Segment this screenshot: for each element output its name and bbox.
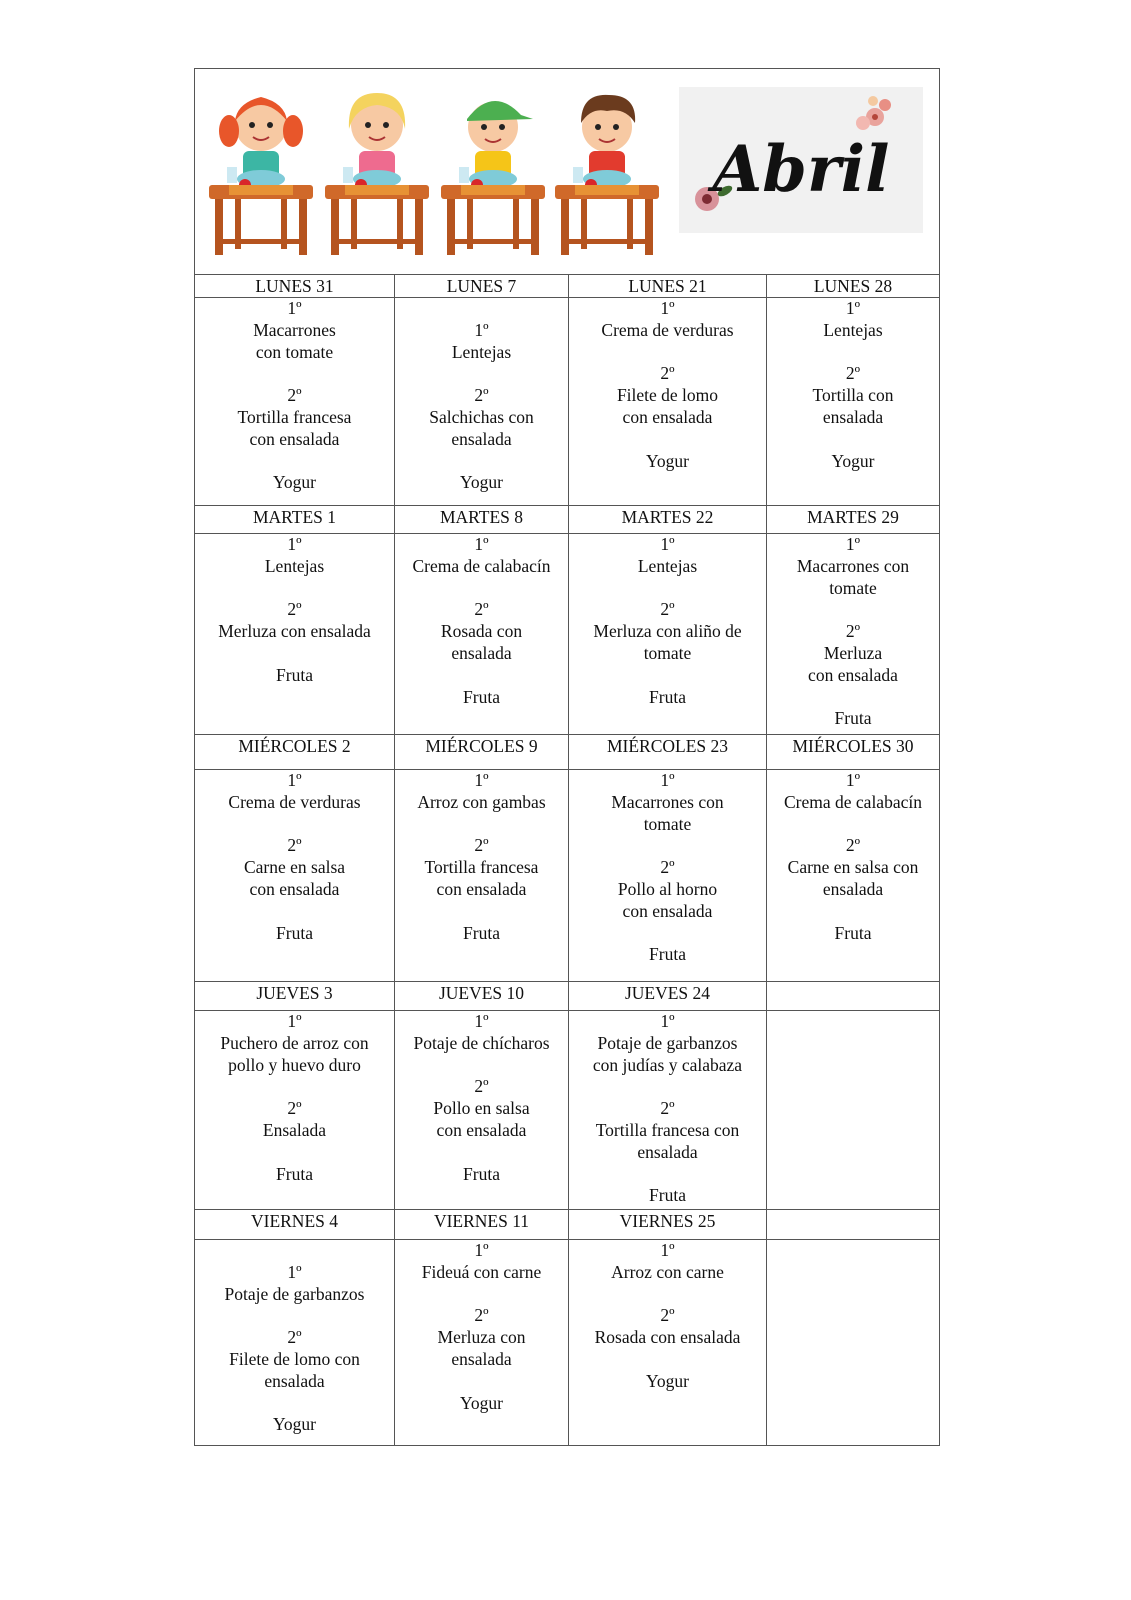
menu-line [195, 578, 394, 600]
menu-line [195, 901, 394, 923]
menu-line: con ensalada [249, 428, 340, 449]
menu-line [395, 298, 568, 320]
day-header: MARTES 29 [807, 507, 899, 527]
menu-line: Filete de lomo con [229, 1348, 360, 1369]
day-header-row [195, 735, 939, 770]
day-header: LUNES 7 [395, 275, 569, 297]
menu-line [569, 1349, 766, 1371]
menu-cell [569, 770, 767, 981]
menu-line: Ensalada [262, 1119, 327, 1140]
menu-line: Salchichas con [429, 406, 534, 427]
menu-line [395, 578, 568, 600]
menu-line: con ensalada [436, 878, 527, 899]
menu-line: Merluza [823, 642, 883, 663]
menu-line: 2º [660, 1305, 675, 1326]
menu-line [395, 1284, 568, 1306]
menu-line: Fruta [649, 944, 686, 965]
menu-line: Arroz con gambas [417, 791, 546, 812]
menu-line: 1º [660, 1011, 675, 1031]
menu-line [569, 1164, 766, 1186]
day-header: MIÉRCOLES 2 [195, 735, 395, 769]
menu-line: Fruta [276, 664, 313, 685]
menu-line: tomate [643, 642, 692, 663]
day-header: MARTES 8 [395, 506, 569, 533]
menu-line [195, 814, 394, 836]
menu-line [569, 1284, 766, 1306]
menu-line: con ensalada [249, 878, 340, 899]
menu-row [195, 1011, 939, 1210]
menu-cell [195, 770, 395, 981]
menu-line: ensalada [451, 428, 512, 449]
day-header: MARTES 22 [569, 506, 767, 533]
menu-line [195, 451, 394, 473]
menu-line [195, 643, 394, 665]
menu-line: 1º [474, 1011, 489, 1031]
menu-line: Macarrones con [796, 555, 910, 576]
menu-line [395, 901, 568, 923]
menu-line: 1º [287, 1011, 302, 1031]
menu-cell [395, 770, 569, 981]
menu-line: Merluza con ensalada [218, 621, 371, 642]
menu-line: Yogur [460, 472, 503, 493]
menu-line: Yogur [273, 472, 316, 493]
menu-line: Carne en salsa con [787, 857, 919, 878]
day-header-row [195, 982, 939, 1011]
menu-line: pollo y huevo duro [228, 1054, 361, 1075]
menu-row [195, 770, 939, 982]
menu-line: Carne en salsa [243, 857, 346, 878]
menu-line: Yogur [646, 450, 689, 471]
menu-table [194, 68, 940, 1446]
menu-line [767, 599, 939, 621]
day-header: JUEVES 24 [569, 982, 767, 1010]
menu-line: Macarrones con [611, 791, 724, 812]
menu-cell [395, 1011, 569, 1209]
menu-line: Rosada con [440, 621, 523, 642]
menu-cell [195, 298, 395, 505]
menu-line: ensalada [264, 1370, 325, 1391]
menu-line: con judías y calabaza [592, 1054, 743, 1075]
day-header: VIERNES 25 [569, 1210, 767, 1239]
menu-line: Filete de lomo [616, 385, 719, 406]
menu-line: Fruta [834, 922, 872, 943]
menu-line: Fideuá con carne [421, 1261, 542, 1282]
menu-line [195, 1305, 394, 1327]
menu-line [767, 342, 939, 364]
menu-line: Tortilla con [812, 385, 894, 406]
menu-line [195, 363, 394, 385]
menu-cell [195, 1240, 395, 1445]
menu-line: 2º [287, 1098, 302, 1119]
month-title: Abril [712, 132, 890, 207]
menu-cell [767, 1011, 939, 1209]
child-eating-illustration [321, 79, 433, 259]
menu-line: Merluza con aliño de [593, 621, 742, 642]
menu-line: con ensalada [808, 664, 898, 685]
menu-line: 1º [287, 770, 302, 790]
day-header: MARTES 1 [195, 506, 395, 533]
menu-line: ensalada [451, 642, 512, 663]
menu-cell [195, 534, 395, 734]
menu-line: tomate [829, 577, 877, 598]
menu-line: 1º [660, 534, 675, 554]
menu-cell [395, 534, 569, 734]
menu-line: Pollo en salsa [433, 1098, 530, 1119]
menu-row [195, 1240, 939, 1445]
day-header: LUNES 31 [195, 275, 395, 297]
menu-line [195, 1240, 394, 1262]
menu-line: 2º [845, 621, 861, 642]
menu-line: Fruta [649, 1185, 686, 1206]
menu-line [195, 1393, 394, 1415]
menu-line: Tortilla francesa con [595, 1119, 740, 1140]
menu-line: 2º [660, 363, 675, 384]
menu-line: Potaje de garbanzos [597, 1032, 738, 1053]
menu-line: Crema de verduras [228, 791, 361, 812]
menu-cell [569, 534, 767, 734]
menu-row [195, 534, 939, 735]
day-header: MIÉRCOLES 23 [569, 735, 767, 769]
menu-line: 2º [660, 599, 675, 620]
day-header: LUNES 21 [569, 275, 767, 297]
day-header-row [195, 1210, 939, 1240]
banner [195, 69, 939, 275]
menu-line [395, 814, 568, 836]
menu-line: 1º [845, 770, 861, 790]
day-header: VIERNES 11 [395, 1210, 569, 1239]
menu-line: Crema de verduras [601, 319, 734, 340]
menu-line: 2º [660, 1098, 675, 1119]
menu-cell [569, 1240, 767, 1445]
day-header: JUEVES 10 [395, 982, 569, 1010]
menu-line: Yogur [460, 1392, 503, 1413]
menu-cell [767, 1240, 939, 1445]
menu-line: 1º [660, 770, 675, 790]
day-header: MIÉRCOLES 9 [395, 735, 569, 769]
menu-line: 2º [287, 385, 302, 406]
menu-line: 1º [287, 1261, 302, 1282]
day-header [767, 982, 939, 1010]
menu-line [569, 835, 766, 857]
menu-line [395, 665, 568, 687]
menu-line: Yogur [273, 1414, 316, 1435]
menu-cell [395, 1240, 569, 1445]
menu-line: 2º [474, 1076, 489, 1097]
menu-line: Macarrones [253, 319, 336, 340]
menu-line: Lentejas [637, 555, 698, 576]
menu-line [395, 1371, 568, 1393]
menu-line: Lentejas [823, 319, 883, 340]
menu-line: Arroz con carne [611, 1261, 724, 1282]
menu-line: 1º [845, 534, 861, 554]
menu-line: ensalada [637, 1141, 698, 1162]
menu-line [767, 814, 939, 836]
menu-line: Fruta [463, 1163, 500, 1184]
menu-line: 1º [474, 1240, 489, 1260]
menu-cell [195, 1011, 395, 1209]
day-header: VIERNES 4 [195, 1210, 395, 1239]
menu-line [395, 363, 568, 385]
menu-line: Tortilla francesa [424, 857, 539, 878]
menu-cell [569, 1011, 767, 1209]
menu-line: 2º [474, 1305, 489, 1326]
menu-line: Merluza con [437, 1327, 526, 1348]
menu-line: Lentejas [451, 341, 512, 362]
menu-line: Fruta [649, 686, 686, 707]
menu-cell [395, 298, 569, 505]
menu-line: Fruta [463, 686, 500, 707]
menu-line: con ensalada [436, 1119, 527, 1140]
menu-line: Yogur [646, 1370, 689, 1391]
menu-line [569, 923, 766, 945]
child-eating-illustration [205, 79, 317, 259]
menu-line: 1º [287, 298, 302, 318]
menu-line: 2º [845, 835, 861, 856]
menu-line: 1º [660, 1240, 675, 1260]
menu-line: Fruta [834, 708, 872, 729]
menu-line: tomate [643, 813, 692, 834]
menu-line: ensalada [822, 406, 884, 427]
menu-cell [767, 770, 939, 981]
menu-line: ensalada [451, 1348, 512, 1369]
child-eating-illustration [437, 79, 549, 259]
menu-cell [569, 298, 767, 505]
menu-line: 1º [474, 770, 489, 790]
day-header-row [195, 506, 939, 534]
menu-line: Fruta [463, 922, 500, 943]
menu-line [569, 665, 766, 687]
menu-line [767, 901, 939, 923]
day-header-row [195, 275, 939, 298]
day-header: LUNES 28 [813, 276, 893, 296]
menu-line: con tomate [255, 341, 334, 362]
menu-line: con ensalada [622, 900, 713, 921]
menu-line [195, 1142, 394, 1164]
menu-line [767, 429, 939, 451]
menu-line: con ensalada [622, 406, 713, 427]
menu-line [395, 451, 568, 473]
menu-line [195, 1076, 394, 1098]
menu-line: 2º [287, 835, 302, 856]
menu-line [569, 578, 766, 600]
menu-line [569, 429, 766, 451]
menu-line: Crema de calabacín [784, 791, 922, 812]
menu-cell [767, 298, 939, 505]
menu-line: Pollo al horno [617, 878, 718, 899]
day-header: MIÉRCOLES 30 [792, 736, 914, 756]
menu-line: ensalada [822, 878, 884, 899]
menu-line: 2º [474, 835, 489, 856]
menu-line: 1º [474, 319, 489, 340]
menu-line: 1º [474, 534, 489, 554]
menu-line: 2º [845, 363, 861, 384]
menu-line: 1º [287, 534, 302, 554]
menu-line [569, 1076, 766, 1098]
menu-line: 2º [287, 1327, 302, 1348]
menu-line: Yogur [831, 450, 875, 471]
menu-line: 2º [474, 385, 489, 406]
menu-line [395, 1142, 568, 1164]
menu-line: Fruta [276, 1163, 313, 1184]
menu-line: Lentejas [264, 555, 325, 576]
menu-row [195, 298, 939, 506]
menu-line: Crema de calabacín [412, 555, 551, 576]
menu-line: Potaje de chícharos [413, 1032, 550, 1053]
menu-line: 1º [660, 298, 675, 318]
menu-line: 1º [845, 298, 861, 318]
child-eating-illustration [551, 79, 663, 259]
menu-line: Tortilla francesa [237, 406, 352, 427]
menu-line: Potaje de garbanzos [224, 1283, 365, 1304]
menu-line: 2º [660, 857, 675, 878]
menu-line: Puchero de arroz con [220, 1032, 369, 1053]
menu-line [767, 687, 939, 709]
menu-cell [767, 534, 939, 734]
day-header: JUEVES 3 [195, 982, 395, 1010]
menu-line [569, 342, 766, 364]
menu-line: Rosada con ensalada [594, 1327, 741, 1348]
menu-line: 2º [474, 599, 489, 620]
day-header [767, 1210, 939, 1239]
menu-line [395, 1055, 568, 1077]
menu-line: Fruta [276, 922, 313, 943]
menu-line: 2º [287, 599, 302, 620]
month-logo [679, 87, 923, 233]
